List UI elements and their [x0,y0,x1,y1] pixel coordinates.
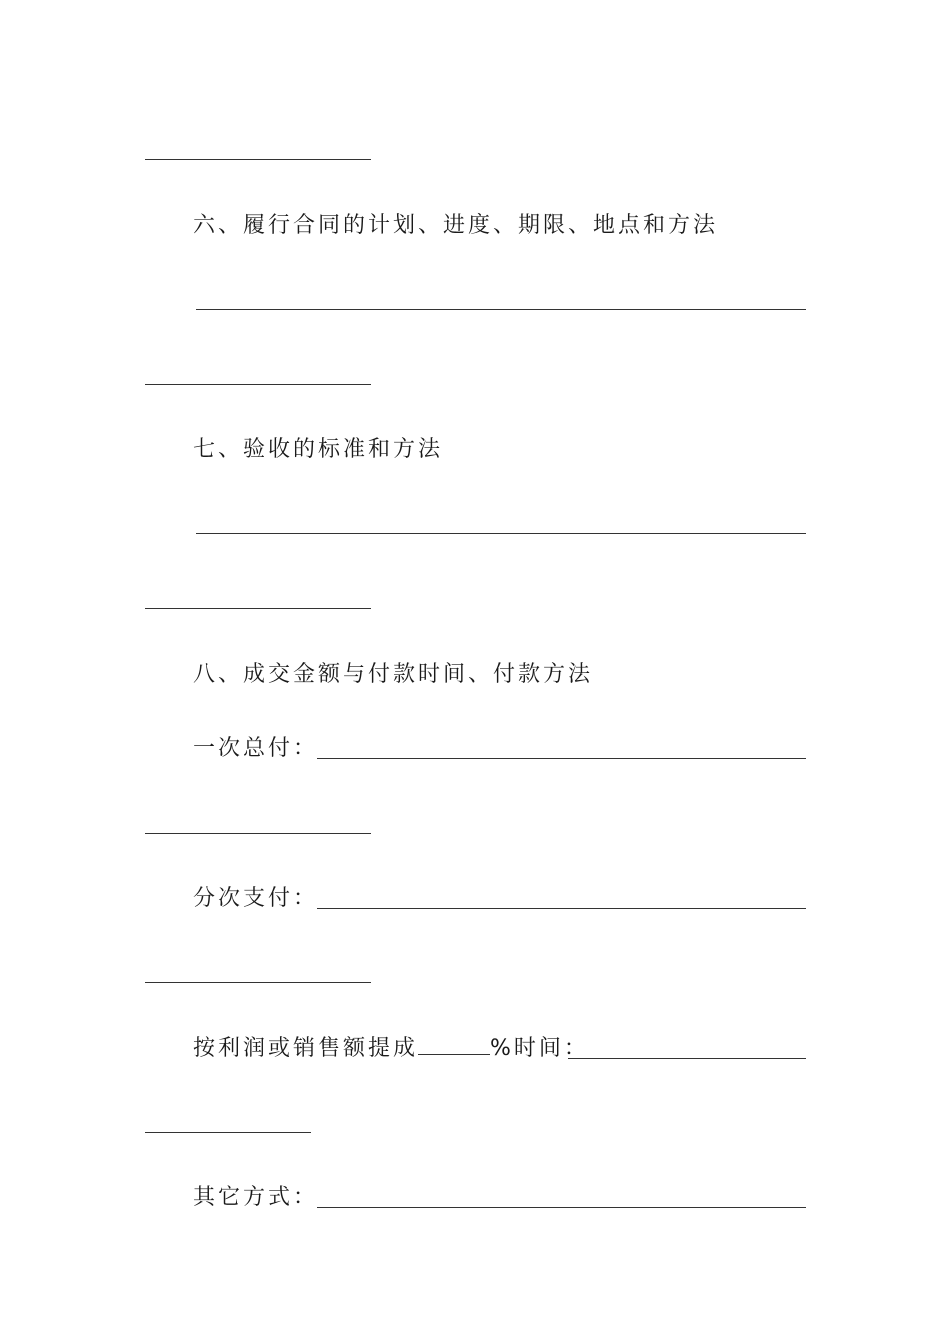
blank-line [196,533,806,534]
lump-sum-blank [317,758,806,759]
other-blank [317,1207,806,1208]
section-seven-heading: 七、验收的标准和方法 [193,437,444,462]
lump-sum-label: 一次总付： [193,736,319,761]
commission-unit: %时间： [490,1036,589,1061]
section-eight-heading: 八、成交金额与付款时间、付款方法 [193,662,594,687]
commission-line [193,1034,589,1064]
other-label: 其它方式： [193,1185,319,1210]
commission-label: 按利润或销售额提成 [193,1036,419,1061]
blank-line [145,608,371,609]
blank-line [145,982,371,983]
section-six-heading: 六、履行合同的计划、进度、期限、地点和方法 [193,213,719,238]
installment-label: 分次支付： [193,886,319,911]
blank-line [145,384,371,385]
installment-blank [317,908,806,909]
blank-line [145,1132,311,1133]
blank-line [145,159,371,160]
blank-line [145,833,371,834]
blank-line [196,309,806,310]
commission-percent-blank [418,1034,490,1055]
commission-time-blank [568,1058,806,1059]
